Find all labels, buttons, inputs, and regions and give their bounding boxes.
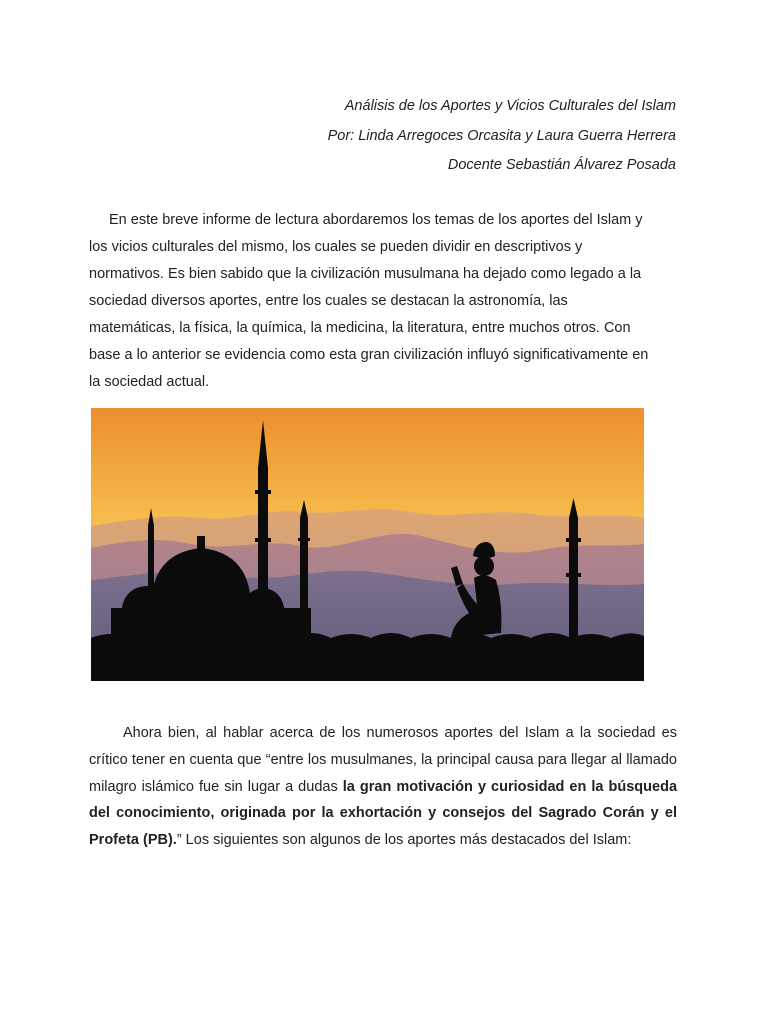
intro-line: En este breve informe de lectura abordaremos los temas de los aportes del Islam y <box>109 212 643 228</box>
document-authors: Por: Linda Arregoces Orcasita y Laura Guerra Herrera <box>327 127 676 144</box>
body-text-after: ” Los siguientes son algunos de los aportes más destacados del Islam: <box>176 832 632 849</box>
body-paragraph <box>89 720 677 854</box>
intro-line: sociedad diversos aportes, entre los cuales se destacan la astronomía, las <box>89 293 568 309</box>
intro-line: base a lo anterior se evidencia como esta gran civilización influyó significativamente en <box>89 347 649 363</box>
document-title: Análisis de los Aportes y Vicios Culturales del Islam <box>344 98 676 114</box>
document-teacher: Docente Sebastián Álvarez Posada <box>447 157 676 173</box>
document-header <box>328 92 676 181</box>
intro-line: matemáticas, la física, la química, la medicina, la literatura, entre muchos otros. Con <box>89 320 631 336</box>
intro-paragraph <box>89 207 677 396</box>
body-bold-quote: la gran motivación y curiosidad en la búsqueda del conocimiento, originada por la exhortación y consejos del Sagrado Corán y el Profeta (PB). <box>89 778 678 849</box>
intro-line: los vicios culturales del mismo, los cuales se pueden dividir en descriptivos y <box>89 239 583 255</box>
mosque-sunset-image <box>91 408 644 681</box>
intro-line: normativos. Es bien sabido que la civilización musulmana ha dejado como legado a la <box>89 266 642 282</box>
body-text-before: Ahora bien, al hablar acerca de los numerosos aportes del Islam a la sociedad es crítico tener en cuenta que “entre los musulmanes, la principal causa para llegar al llamado milagro islámico fue sin lugar a dudas <box>89 725 677 795</box>
intro-line: la sociedad actual. <box>89 374 210 390</box>
